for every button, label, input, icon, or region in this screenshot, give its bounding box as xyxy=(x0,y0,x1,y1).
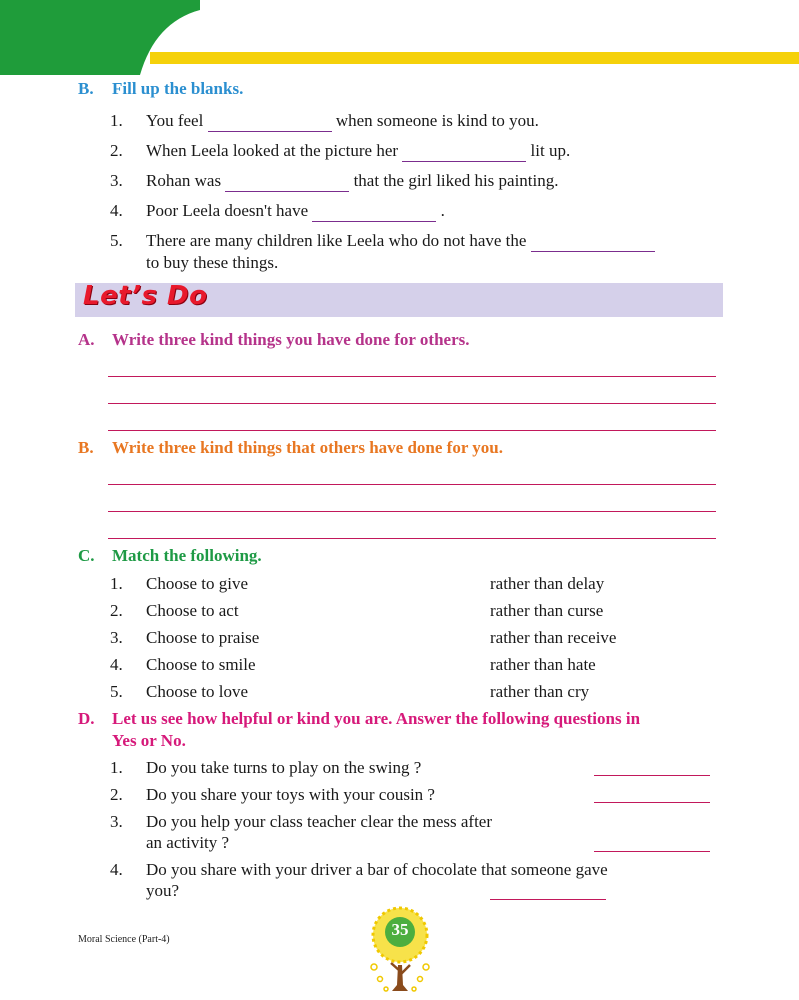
question-item: 4. Do you share with your driver a bar of chocolate that someone gave you? xyxy=(110,860,608,900)
fill-blanks-heading: B. Fill up the blanks. xyxy=(78,79,244,98)
answer-blank[interactable] xyxy=(594,802,710,803)
match-row: 5. Choose to love rather than cry xyxy=(110,682,590,701)
activity-b-heading: B. Write three kind things that others have done for you. xyxy=(78,438,504,457)
lets-do-title: Let’s Do xyxy=(83,281,208,311)
header-decoration xyxy=(0,0,799,80)
answer-line[interactable] xyxy=(108,511,716,512)
answer-line[interactable] xyxy=(108,538,716,539)
answer-line[interactable] xyxy=(108,484,716,485)
answer-line[interactable] xyxy=(108,376,716,377)
match-row: 4. Choose to smile rather than hate xyxy=(110,655,596,674)
activity-a-heading: A. Write three kind things you have done for others. xyxy=(78,330,470,349)
question-item: 3. Do you help your class teacher clear the mess after an activity ? xyxy=(110,812,492,852)
fill-blank-item: 1. You feel when someone is kind to you. xyxy=(110,111,539,130)
match-row: 1. Choose to give rather than delay xyxy=(110,574,605,593)
fill-blank-item: 3. Rohan was that the girl liked his painting. xyxy=(110,171,559,190)
answer-line[interactable] xyxy=(108,430,716,431)
blank-field[interactable] xyxy=(225,170,349,192)
blank-field[interactable] xyxy=(208,110,332,132)
answer-blank[interactable] xyxy=(594,775,710,776)
fill-blank-item: 4. Poor Leela doesn't have . xyxy=(110,201,445,220)
question-item: 1. Do you take turns to play on the swing ? xyxy=(110,758,422,777)
fill-blank-item: 5. There are many children like Leela who do not have the to buy these things. xyxy=(110,230,750,274)
page-number-tree-icon xyxy=(364,905,436,995)
match-heading: C. Match the following. xyxy=(78,546,262,565)
lets-do-banner xyxy=(75,283,723,317)
match-row: 2. Choose to act rather than curse xyxy=(110,601,604,620)
blank-field[interactable] xyxy=(312,200,436,222)
match-row: 3. Choose to praise rather than receive xyxy=(110,628,617,647)
answer-blank[interactable] xyxy=(594,851,710,852)
question-item: 2. Do you share your toys with your cousin ? xyxy=(110,785,435,804)
book-title: Moral Science (Part-4) xyxy=(78,934,170,945)
answer-line[interactable] xyxy=(108,403,716,404)
fill-blank-item: 2. When Leela looked at the picture her lit up. xyxy=(110,141,571,160)
blank-field[interactable] xyxy=(402,140,526,162)
page-number: 35 xyxy=(391,920,409,939)
yes-no-heading: D. Let us see how helpful or kind you are. Answer the following questions in Yes or No. xyxy=(78,709,641,750)
answer-blank[interactable] xyxy=(490,899,606,900)
blank-field[interactable] xyxy=(531,230,655,252)
